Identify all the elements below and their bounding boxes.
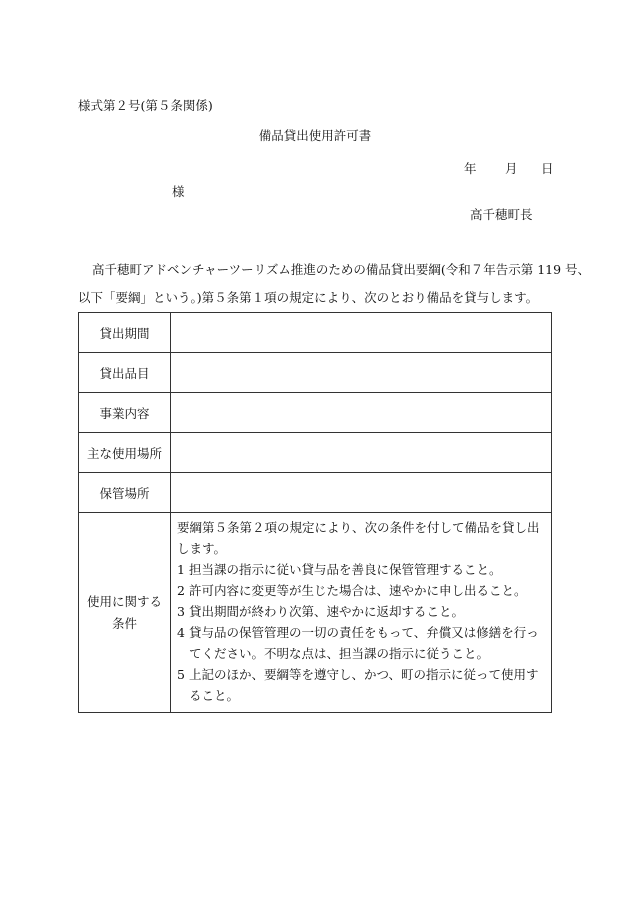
date-day-label: 日: [541, 161, 554, 176]
body-text-line-1: 高千穂町アドベンチャーツーリズム推進のための備品貸出要綱(令和７年告示第 119 号、: [92, 262, 591, 277]
conditions-label-line-1: 使用に関する: [86, 593, 162, 609]
conditions-label-line-2: 条件: [111, 615, 137, 631]
date-year-label: 年: [464, 161, 477, 176]
document-title: 備品貸出使用許可書: [258, 128, 372, 143]
condition-text: 上記のほか、要綱等を遵守し、かつ、町の指示に従って使用すること。: [189, 667, 539, 703]
issuer-name: 高千穂町長: [470, 207, 533, 222]
table-row: [79, 473, 552, 513]
row-value-storage-location: [171, 473, 552, 513]
condition-number: 1: [177, 562, 185, 577]
condition-item: [177, 601, 547, 622]
table-row: [79, 313, 552, 353]
table-row: [79, 433, 552, 473]
condition-item: [177, 664, 547, 706]
row-label-conditions: [79, 513, 171, 713]
lending-details-table: [78, 312, 552, 713]
condition-item: [177, 580, 547, 601]
row-label-lending-period: 貸出期間: [79, 313, 171, 353]
condition-text: 貸出期間が終わり次第、速やかに返却すること。: [189, 604, 465, 619]
table-row-conditions: [79, 513, 552, 713]
row-value-main-usage-location: [171, 433, 552, 473]
row-value-lending-items: [171, 353, 552, 393]
condition-item: [177, 622, 547, 664]
condition-text: 貸与品の保管管理の一切の責任をもって、弁償又は修繕を行ってください。不明な点は、担当課の指示に従うこと。: [189, 625, 539, 661]
condition-text: 許可内容に変更等が生じた場合は、速やかに申し出ること。: [189, 583, 527, 598]
condition-number: 3: [177, 604, 185, 619]
condition-number: 4: [177, 625, 185, 640]
row-label-project-content: 事業内容: [79, 393, 171, 433]
row-label-storage-location: 保管場所: [79, 473, 171, 513]
row-label-lending-items: 貸出品目: [79, 353, 171, 393]
condition-number: 5: [177, 667, 185, 682]
conditions-content: [171, 513, 552, 713]
row-value-project-content: [171, 393, 552, 433]
form-number: 様式第２号(第５条関係): [78, 98, 213, 113]
addressee-suffix: 様: [172, 184, 185, 199]
row-label-main-usage-location: 主な使用場所: [79, 433, 171, 473]
condition-text: 担当課の指示に従い貸与品を善良に保管管理すること。: [189, 562, 502, 577]
table-row: [79, 393, 552, 433]
body-text-line-2: 以下「要綱」という。)第５条第１項の規定により、次のとおり備品を貸与します。: [78, 290, 539, 305]
condition-item: [177, 559, 547, 580]
row-value-lending-period: [171, 313, 552, 353]
date-month-label: 月: [505, 161, 518, 176]
condition-number: 2: [177, 583, 185, 598]
conditions-intro: 要綱第５条第２項の規定により、次の条件を付して備品を貸し出します。: [177, 520, 540, 556]
table-row: [79, 353, 552, 393]
